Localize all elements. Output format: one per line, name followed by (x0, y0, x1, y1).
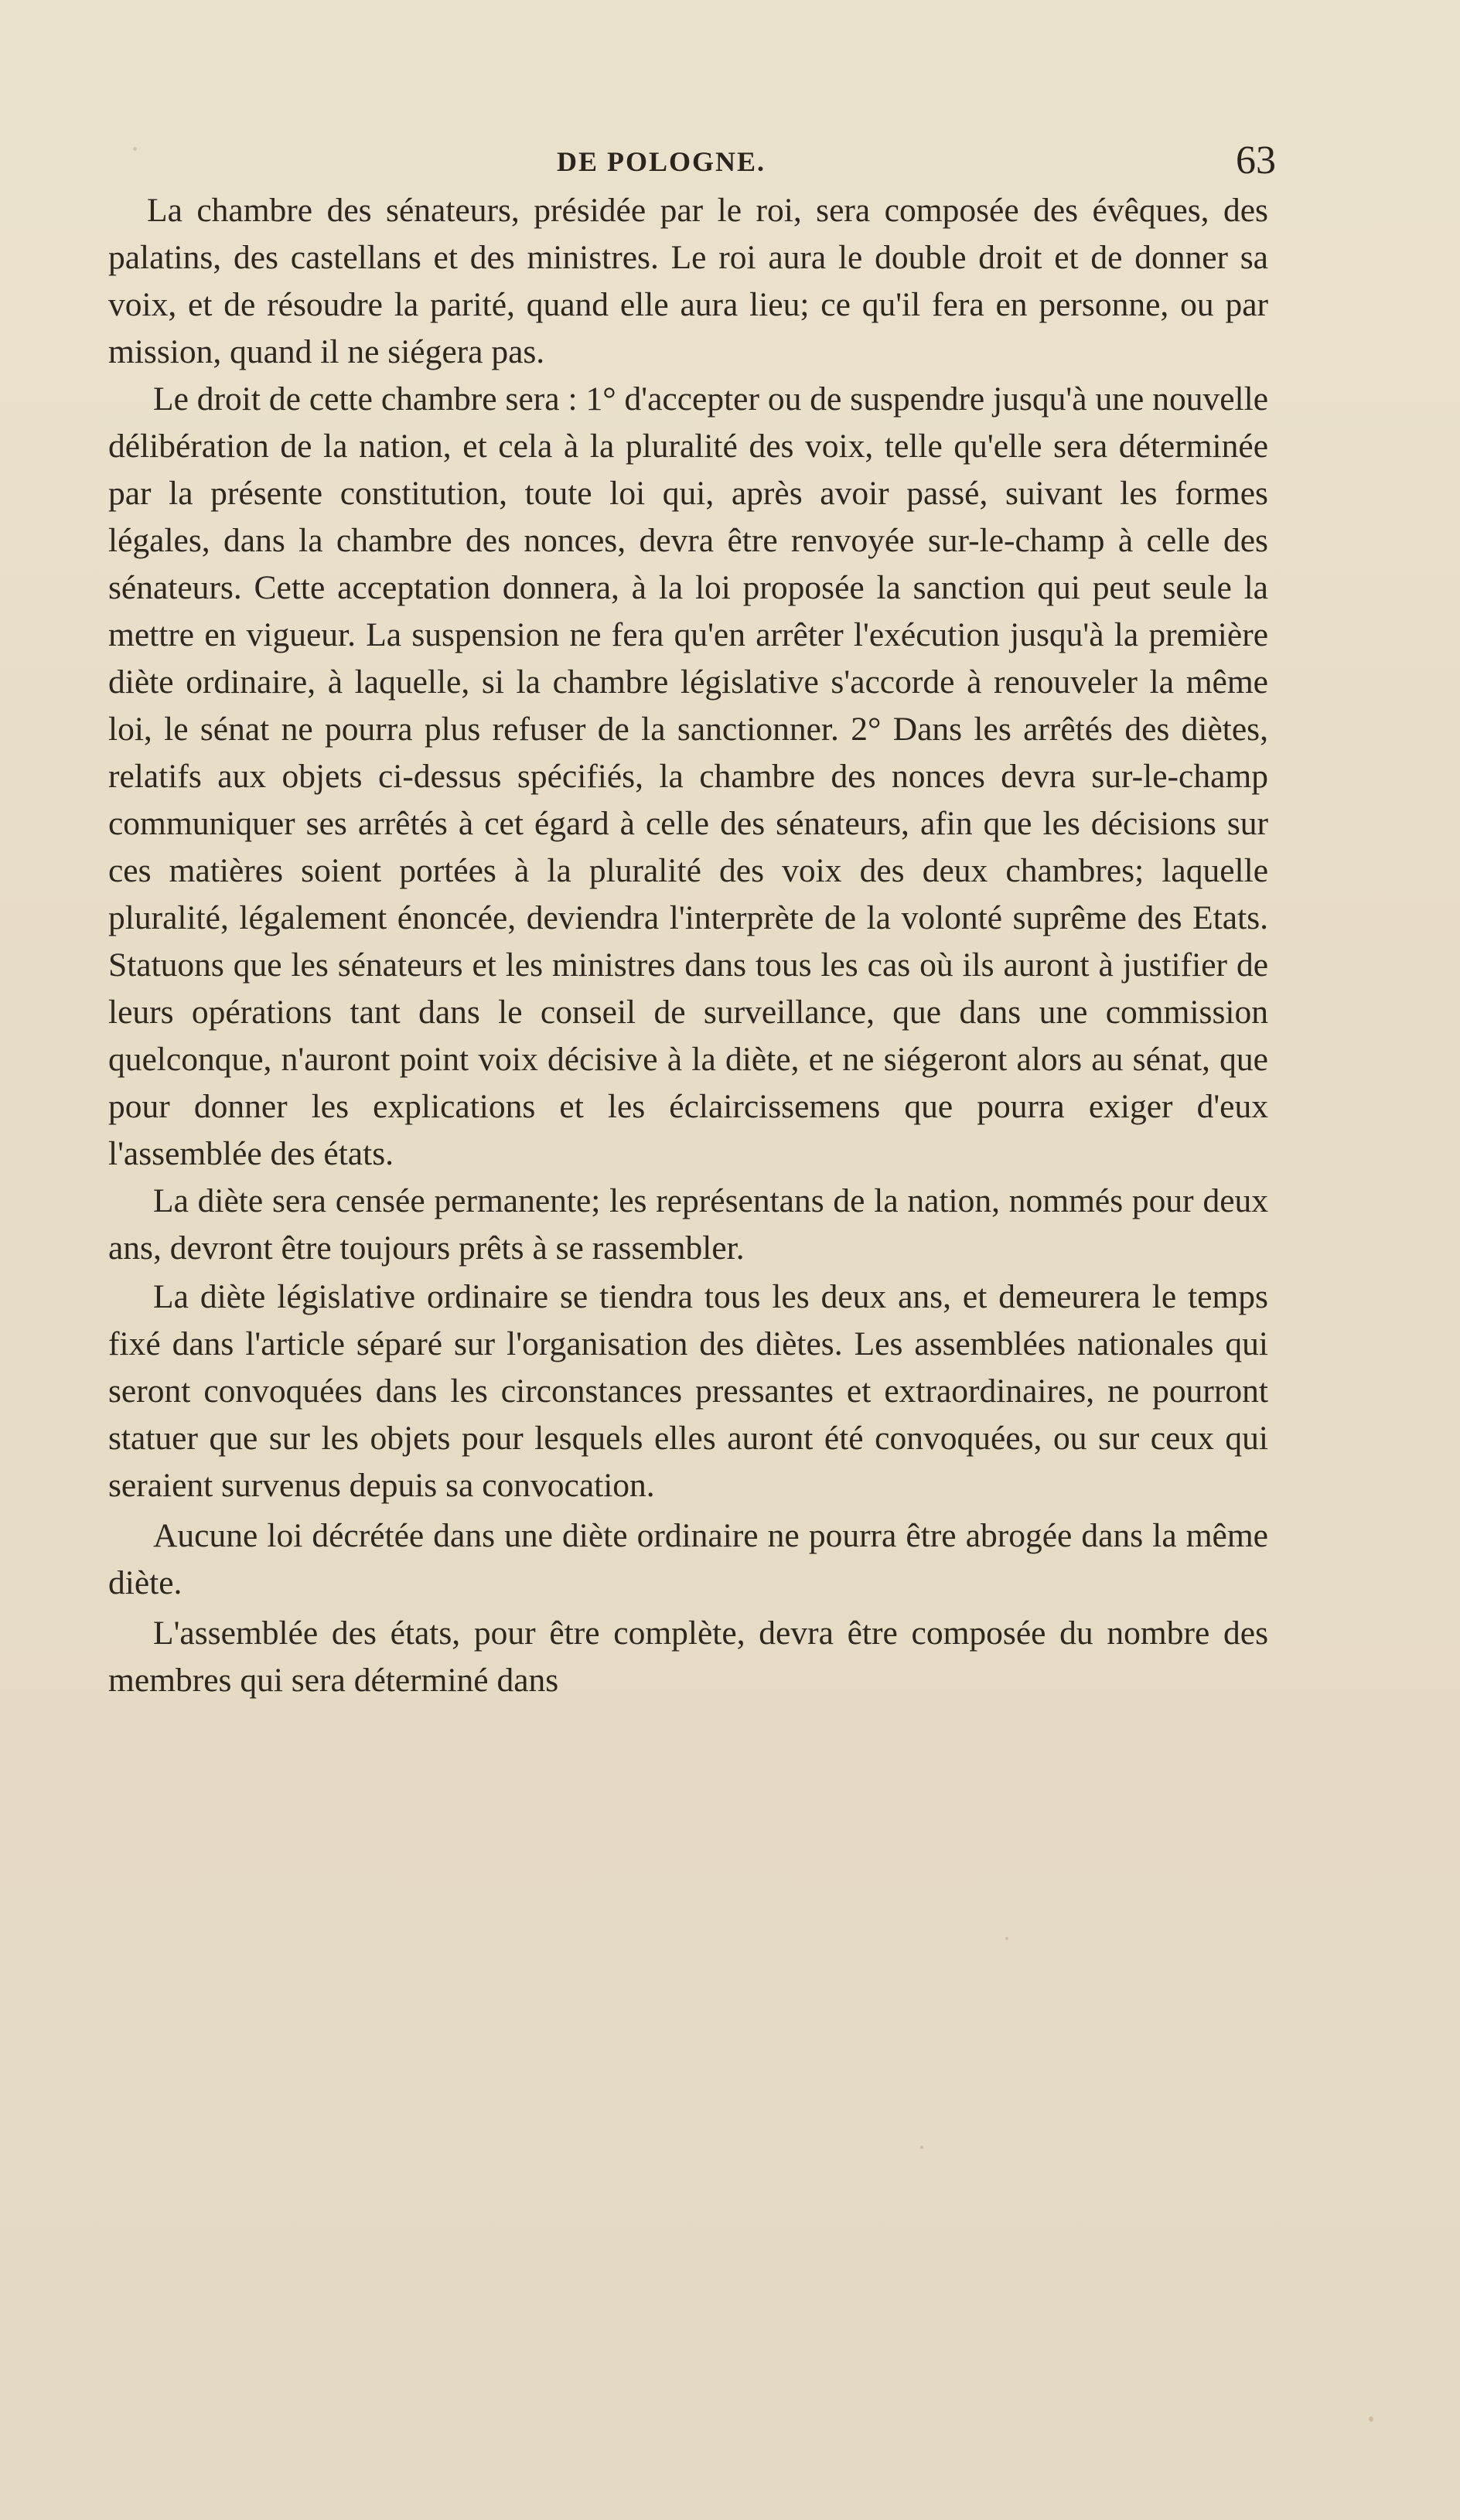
page-number: 63 (1236, 138, 1276, 182)
paragraph: La diète législative ordinaire se tiendra tous les deux ans, et demeurera le temps fixé dans l'article séparé sur l'organisation des diètes. Les assemblées nationales qui seront convoquées dans les circonstances pressantes et extraordinaires, ne pourront statuer que sur les objets pour lesquels elles auront été convoquées, ou sur ceux qui seraient survenus depuis sa convocation. (108, 1278, 1268, 1504)
paper-foxing-spot (920, 2146, 923, 2149)
paper-foxing-spot (1369, 2416, 1373, 2422)
page-header (116, 138, 1276, 192)
paragraph: L'assemblée des états, pour être complète, devra être composée du nombre des membres qui sera déterminé dans (108, 1615, 1268, 1699)
paragraph: La diète sera censée permanente; les représentans de la nation, nommés pour deux ans, devront être toujours prêts à se rassembler. (108, 1182, 1268, 1267)
body-text (108, 187, 1268, 1704)
paragraph: La chambre des sénateurs, présidée par le roi, sera composée des évêques, des palatins, des castellans et des ministres. Le roi aura le double droit et de donner sa voix, et de résoudre la parité, quand elle aura lieu; ce qu'il fera en personne, ou par mission, quand il ne siégera pas. (108, 192, 1268, 370)
paragraph: Aucune loi décrétée dans une diète ordinaire ne pourra être abrogée dans la même diète. (108, 1517, 1268, 1601)
running-head: DE POLOGNE. (557, 146, 766, 177)
paragraph: Le droit de cette chambre sera : 1° d'accepter ou de suspendre jusqu'à une nouvelle délibération de la nation, et cela à la pluralité des voix, telle qu'elle sera déterminée par la présente constitution, toute loi qui, après avoir passé, suivant les formes légales, dans la chambre des nonces, devra être renvoyée sur-le-champ à celle des sénateurs. Cette acceptation donnera, à la loi proposée la sanction qui peut seule la mettre en vigueur. La suspension ne fera qu'en arrêter l'exécution jusqu'à la première diète ordinaire, à laquelle, si la chambre législative s'accorde à renouveler la même loi, le sénat ne pourra plus refuser de la sanctionner. 2° Dans les arrêtés des diètes, relatifs aux objets ci-dessus spécifiés, la chambre des nonces devra sur-le-champ communiquer ses arrêtés à cet égard à celle des sénateurs, afin que les décisions sur ces matières soient portées à la pluralité des voix des deux chambres; laquelle pluralité, légalement énoncée, deviendra l'interprète de la volonté suprême des Etats. Statuons que les sénateurs et les ministres dans tous les cas où ils auront à justifier de leurs opérations tant dans le conseil de surveillance, que dans une commission quelconque, n'auront point voix décisive à la diète, et ne siégeront alors au sénat, que pour donner les explications et les éclaircissemens que pourra exiger d'eux l'assemblée des états. (108, 380, 1268, 1172)
paper-foxing-spot (1005, 1937, 1008, 1940)
